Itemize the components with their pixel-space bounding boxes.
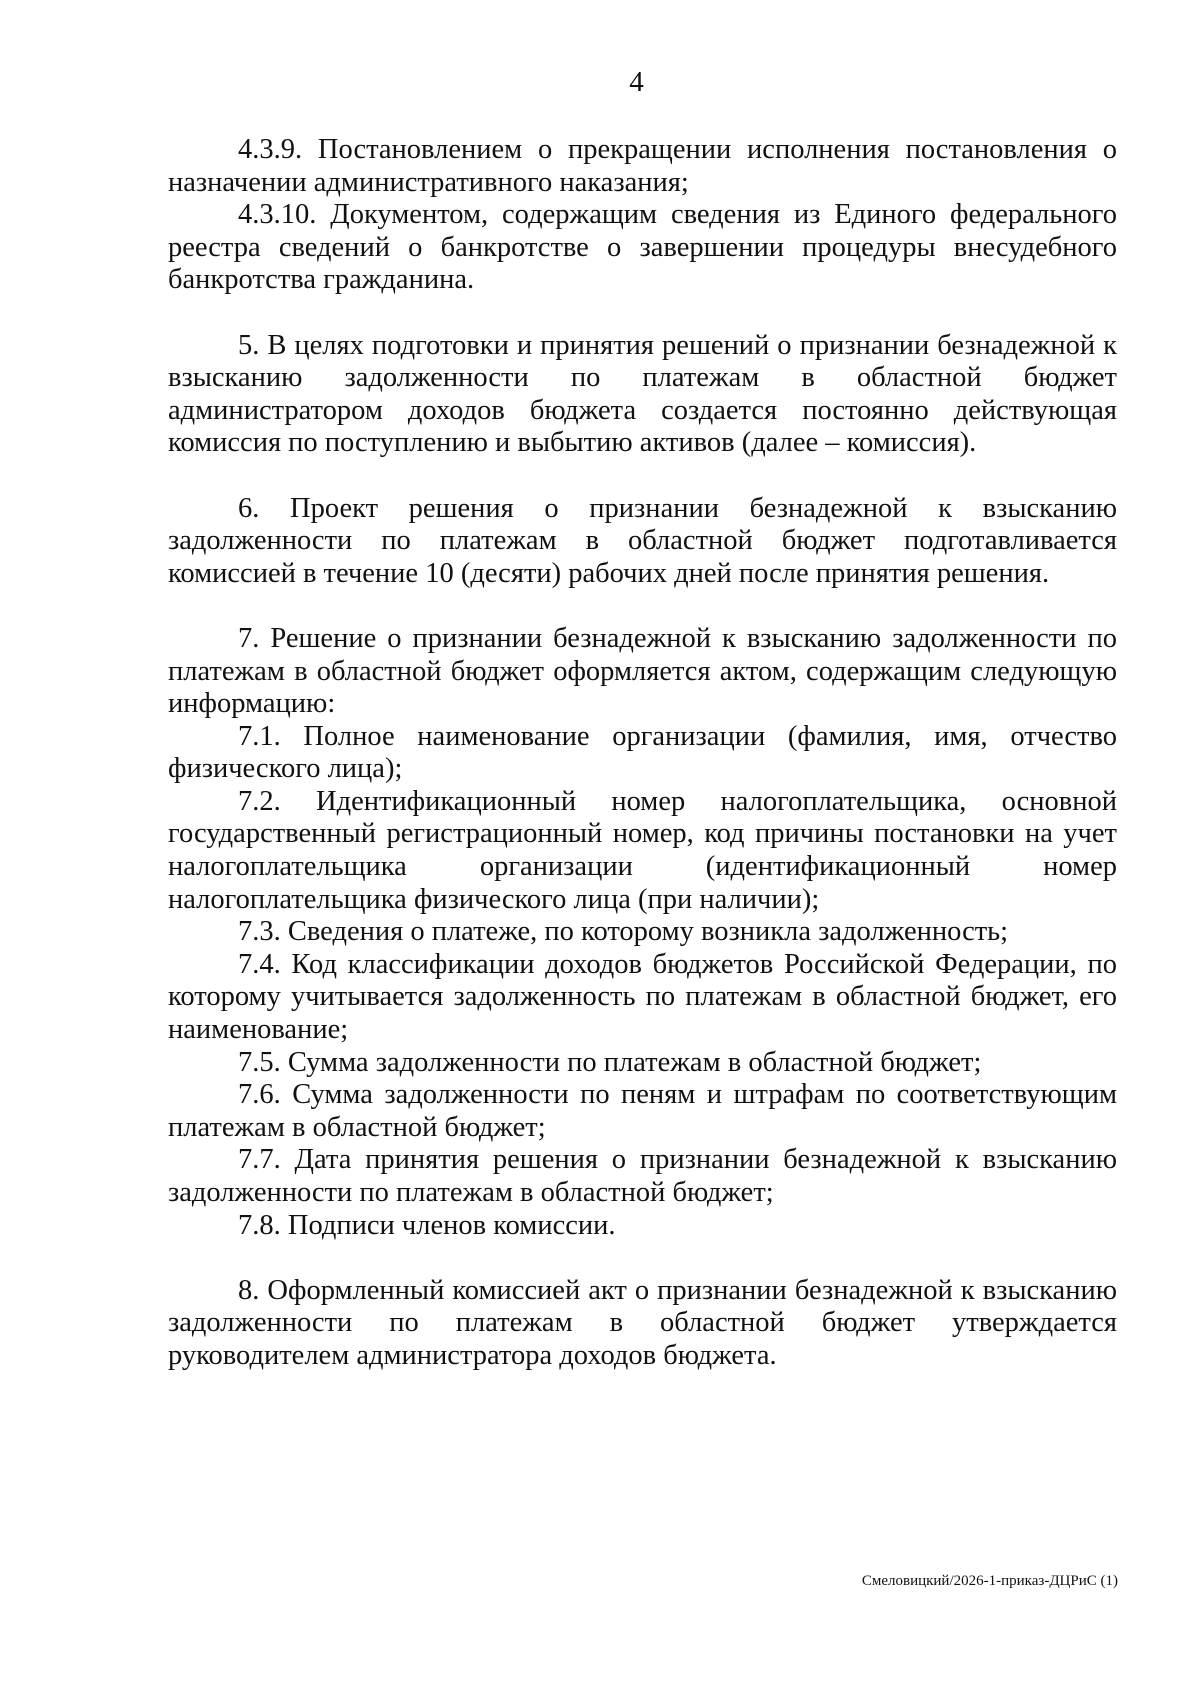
paragraph-7: 7. Решение о признании безнадежной к взысканию задолженности по платежам в областной бюджет оформляется актом, содержащим следующую информацию:: [168, 622, 1117, 720]
paragraph-8: 8. Оформленный комиссией акт о признании безнадежной к взысканию задолженности по платежам в областной бюджет утверждается руководителем администратора доходов бюджета.: [168, 1274, 1117, 1371]
document-body: [168, 134, 1117, 1373]
document-footer-reference: Смеловицкий/2026-1-приказ-ДЦРиС (1): [861, 1573, 1118, 1589]
paragraph-gap: [168, 460, 1117, 493]
paragraph-gap: [168, 1242, 1117, 1275]
paragraph-4-3-10: 4.3.10. Документом, содержащим сведения из Единого федерального реестра сведений о банкротстве о завершении процедуры внесудебного банкротства гражданина.: [168, 199, 1117, 296]
paragraph-gap: [168, 297, 1117, 330]
paragraph-5: 5. В целях подготовки и принятия решений о признании безнадежной к взысканию задолженности по платежам в областной бюджет администратором доходов бюджета создается постоянно действующая комиссия по поступлению и выбытию активов (далее – комиссия).: [168, 329, 1117, 459]
paragraph-gap: [168, 590, 1117, 623]
paragraph-7-5: 7.5. Сумма задолженности по платежам в областной бюджет;: [238, 1046, 982, 1078]
paragraph-7-4: 7.4. Код классификации доходов бюджетов Российской Федерации, по которому учитывается задолженность по платежам в областной бюджет, его наименование;: [168, 948, 1117, 1046]
page-number: 4: [629, 66, 644, 98]
paragraph-7-1: 7.1. Полное наименование организации (фамилия, имя, отчество физического лица);: [168, 720, 1117, 785]
paragraph-4-3-9: 4.3.9. Постановлением о прекращении исполнения постановления о назначении административного наказания;: [168, 134, 1117, 198]
paragraph-7-8: 7.8. Подписи членов комиссии.: [238, 1209, 616, 1241]
paragraph-7-6: 7.6. Сумма задолженности по пеням и штрафам по соответствующим платежам в областной бюджет;: [168, 1079, 1117, 1143]
paragraph-6: 6. Проект решения о признании безнадежной к взысканию задолженности по платежам в областной бюджет подготавливается комиссией в течение 10 (десяти) рабочих дней после принятия решения.: [168, 492, 1117, 589]
paragraph-7-3: 7.3. Сведения о платеже, по которому возникла задолженность;: [238, 916, 1009, 948]
paragraph-7-2: 7.2. Идентификационный номер налогоплательщика, основной государственный регистрационный номер, код причины постановки на учет налогоплательщика организации (идентификационный номер налогоплательщика физического лица (при наличии);: [168, 785, 1117, 915]
paragraph-7-7: 7.7. Дата принятия решения о признании безнадежной к взысканию задолженности по платежам в областной бюджет;: [168, 1144, 1117, 1208]
